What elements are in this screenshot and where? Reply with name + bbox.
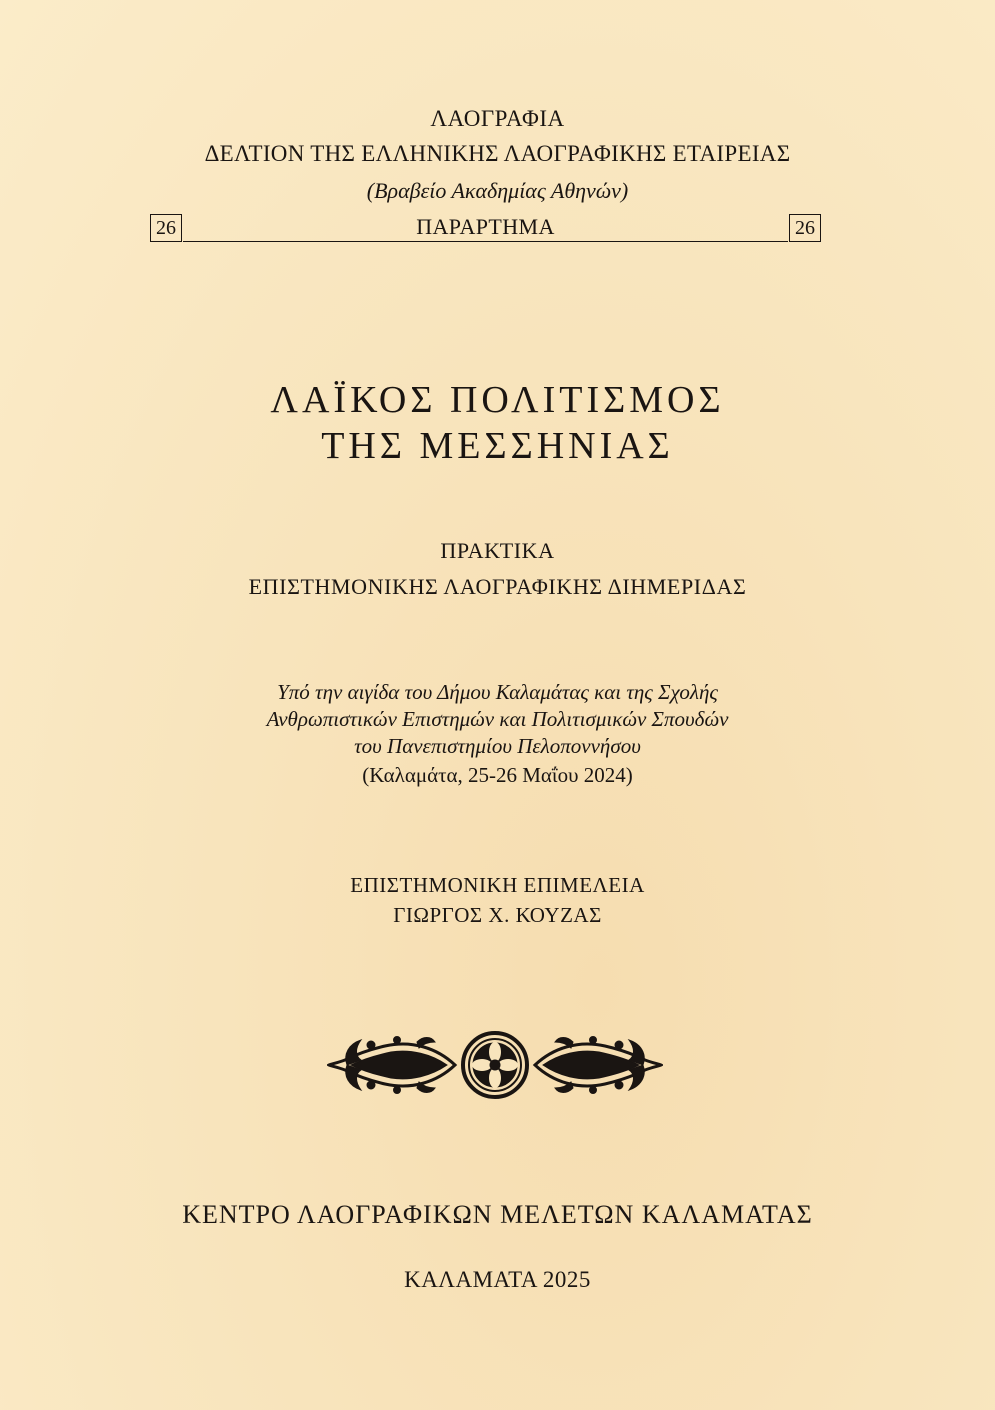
editing-label: ΕΠΙΣΤΗΜΟΝΙΚΗ ΕΠΙΜΕΛΕΙΑ [350, 873, 645, 897]
series-award: (Βραβείο Ακαδημίας Αθηνών) [366, 178, 629, 203]
editor-name: ΓΙΩΡΓΟΣ Χ. ΚΟΥΖΑΣ [393, 903, 602, 927]
right-palmette-icon [535, 1037, 661, 1094]
left-palmette-icon [329, 1037, 455, 1094]
series-title: ΛΑΟΓΡΑΦΙΑ [430, 106, 565, 131]
conference-date: (Καλαμάτα, 25-26 Μαΐου 2024) [362, 763, 633, 787]
aegis-line-2: Ανθρωπιστικών Επιστημών και Πολιτισμικών Σπουδών [266, 707, 729, 731]
aegis-line-3: του Πανεπιστημίου Πελοποννήσου [354, 734, 641, 758]
volume-number-left: 26 [150, 214, 182, 242]
publisher-name: ΚΕΝΤΡΟ ΛΑΟΓΡΑΦΙΚΩΝ ΜΕΛΕΤΩΝ ΚΑΛΑΜΑΤΑΣ [182, 1200, 813, 1229]
proceedings-label: ΠΡΑΚΤΙΚΑ [440, 538, 555, 563]
publication-place-year: ΚΑΛΑΜΑΤΑ 2025 [404, 1267, 591, 1292]
volume-row [150, 212, 821, 244]
rosette-palmette-ornament-icon [327, 1030, 663, 1100]
volume-number-right: 26 [789, 214, 821, 242]
book-title-line-2: ΤΗΣ ΜΕΣΣΗΝΙΑΣ [321, 425, 674, 467]
proceedings-subtitle: ΕΠΙΣΤΗΜΟΝΙΚΗΣ ΛΑΟΓΡΑΦΙΚΗΣ ΔΙΗΜΕΡΙΔΑΣ [248, 574, 747, 599]
volume-rule [183, 241, 788, 242]
book-title-line-1: ΛΑΪΚΟΣ ΠΟΛΙΤΙΣΜΟΣ [270, 379, 725, 421]
supplement-label: ΠΑΡΑΡΤΗΜΑ [416, 214, 555, 239]
series-subtitle: ΔΕΛΤΙΟΝ ΤΗΣ ΕΛΛΗΝΙΚΗΣ ΛΑΟΓΡΑΦΙΚΗΣ ΕΤΑΙΡΕΙΑΣ [204, 141, 791, 166]
aegis-line-1: Υπό την αιγίδα του Δήμου Καλαμάτας και της Σχολής [277, 680, 718, 704]
central-rosette-icon [463, 1033, 527, 1097]
